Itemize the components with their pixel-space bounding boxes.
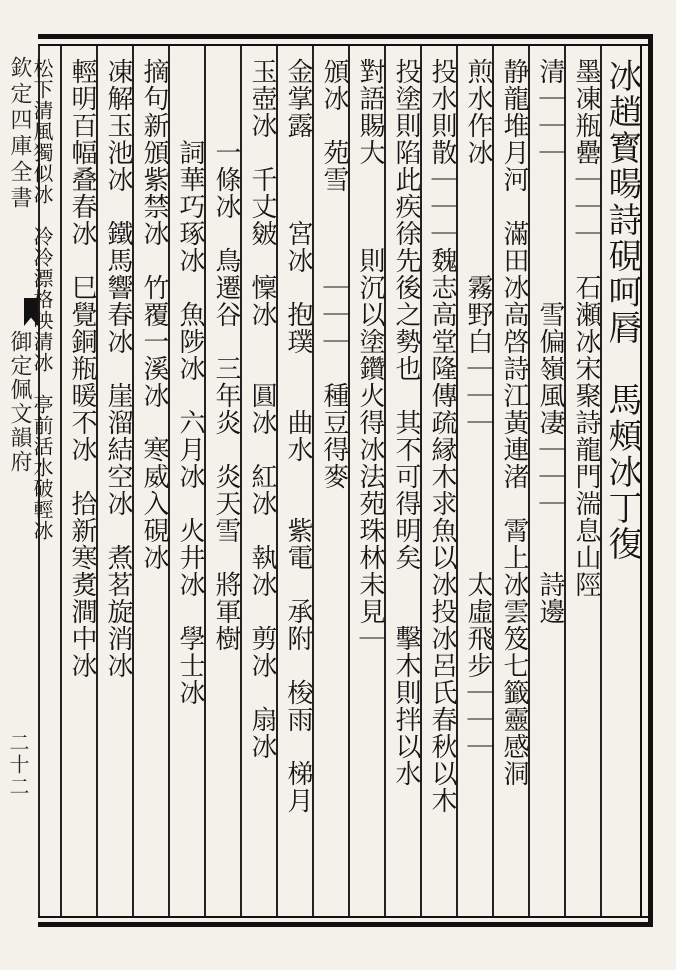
text-column-6: 投水則散｜｜｜魏志高堂隆傳疏縁木求魚以冰投冰呂氏春秋以木 (427, 58, 457, 814)
right-border (648, 34, 653, 927)
bottom-border (38, 922, 652, 927)
text-column-11: 玉壺冰 千丈皴 懍冰 圓冰 紅冰 執冰 剪冰 扇冰 (247, 58, 277, 760)
text-column-7: 投塗則陷此疾徐先後之勢也 其不可得明矣 擊木則拌以水 (391, 58, 421, 787)
top-border (38, 34, 652, 39)
text-column-8: 對語賜大 則沉以塗鑽火得冰法苑珠林未見｜ (355, 58, 385, 652)
text-column-13: 詞華巧琢冰 魚陟冰 六月冰 火井冰 學士冰 (175, 58, 205, 706)
text-column-4: 静龍堆月河 滿田冰高啓詩江黃連渚 霄上冰雲笈七籤靈感洞 (499, 58, 529, 787)
margin-book-title: 御定佩文韻府 (7, 330, 32, 474)
text-column-5: 煎水作冰 霧野白｜｜｜ 太虛飛步｜｜｜ (463, 58, 493, 760)
text-column-16: 輕明百幅叠春冰 巳覺銅瓶暖不冰 拾新寒煑澗中冰 (67, 58, 97, 679)
text-column-12: 一條冰 鳥遷谷 三年炎 炎天雪 將軍樹 (211, 58, 241, 652)
text-column-3: 清｜｜｜ 雪偏嶺風凄｜｜｜ 詩邊 (535, 58, 565, 625)
text-column-15: 凍解玉池冰 鐵馬響春冰 崖溜結空冰 煮茗旋消冰 (103, 58, 133, 679)
text-column-2: 墨凍瓶罍｜｜｜ 石瀬冰宋聚詩龍門湍息山陘 (571, 58, 601, 598)
text-column-1: 冰趙寳暘詩硯呵脣 馬頰冰丁復 (602, 58, 642, 562)
text-column-9: 頒冰 苑雪 ｜｜｜ 種豆得麥 (319, 58, 349, 490)
text-column-10: 金掌露 宮冰 抱璞 曲水 紫電 承附 梭雨 梯月 (283, 58, 313, 814)
top-inner-border (38, 44, 652, 46)
margin-title: 欽定四庫全書 (7, 56, 32, 212)
text-column-14: 摘句新頒紫禁冰 竹覆一溪冰 寒威入硯冰 (139, 58, 169, 571)
text-column-17: 松下清風獨似冰 冷冷漂格映清冰 亭前活水破輕冰 (30, 58, 54, 541)
margin-page-number: 二十二 (6, 732, 30, 798)
bottom-inner-border (38, 916, 652, 918)
